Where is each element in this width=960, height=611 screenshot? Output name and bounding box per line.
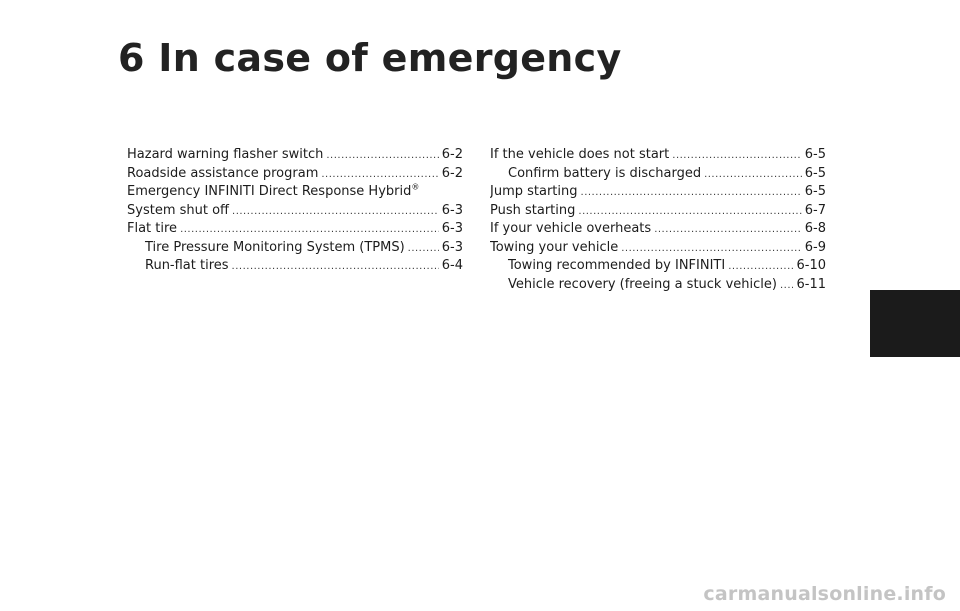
toc-entry-page: 6-5 [804,147,826,162]
toc-dot-leader [326,147,438,165]
chapter-title: 6 In case of emergency [118,36,622,80]
toc-entry-page: 6-8 [804,221,826,236]
toc-entry-page: 6-5 [804,165,826,181]
toc-entry-label: Roadside assistance program [127,165,319,181]
toc-dot-leader [180,221,439,239]
toc-entry-page: 6-11 [796,276,826,292]
toc-dot-leader [728,258,793,276]
toc-entry-emergency-shutoff[interactable] [127,183,463,220]
toc-entry-hazard-flasher[interactable] [127,146,463,165]
toc-entry-page: 6-2 [441,147,463,162]
toc-entry-label: If the vehicle does not start [490,147,670,162]
toc-entry-label: Tire Pressure Monitoring System (TPMS) [145,239,405,255]
toc-entry-label: Towing your vehicle [490,239,619,255]
site-watermark: carmanualsonline.info [703,583,946,605]
toc-entry-overheats[interactable] [490,220,826,239]
toc-dot-leader [672,147,802,165]
toc-dot-leader [408,240,439,258]
toc-dot-leader [232,258,439,276]
toc-entry-page: 6-3 [441,239,463,255]
toc-entry-towing-vehicle[interactable] [490,239,826,258]
toc-dot-leader [581,184,802,202]
toc-entry-label: Jump starting [490,184,578,199]
toc-entry-push-starting[interactable] [490,202,826,221]
toc-entry-vehicle-does-not-start[interactable] [490,146,826,165]
toc-entry-jump-starting[interactable] [490,183,826,202]
toc-dot-leader [704,166,802,184]
toc-entry-page: 6-2 [441,165,463,181]
toc-entry-page: 6-9 [804,239,826,255]
toc-entry-page: 6-7 [804,202,826,218]
toc-entry-label: Hazard warning flasher switch [127,147,324,162]
registered-mark: ® [411,183,420,192]
toc-entry-vehicle-recovery[interactable] [490,276,826,295]
toc-entry-label: Push starting [490,202,576,218]
toc-entry-page: 6-3 [441,202,463,218]
toc-entry-roadside-assistance[interactable] [127,165,463,184]
toc-dot-leader [780,277,794,295]
toc-right-column [490,146,826,294]
toc-dot-leader [654,221,802,239]
toc-entry-label: System shut off [127,202,230,218]
toc-entry-tpms[interactable] [127,239,463,258]
toc-dot-leader [621,240,802,258]
toc-entry-page: 6-5 [804,184,826,199]
toc-entry-label: Run-flat tires [145,258,229,273]
toc-entry-line2 [127,202,463,221]
toc-entry-label: Confirm battery is discharged [508,165,702,181]
chapter-thumb-tab [870,290,960,357]
toc-entry-label: Vehicle recovery (freeing a stuck vehicle) [508,276,777,292]
toc-dot-leader [232,203,439,221]
toc-entry-page: 6-10 [796,258,826,273]
toc-entry-page: 6-3 [441,221,463,236]
toc-entry-run-flat-tires[interactable] [127,257,463,276]
toc-entry-towing-recommended[interactable] [490,257,826,276]
toc-entry-flat-tire[interactable] [127,220,463,239]
toc-dot-leader [321,166,438,184]
toc-entry-label-line1: Emergency INFINITI Direct Response Hybrid® [127,183,420,199]
toc-entry-label: If your vehicle overheats [490,221,652,236]
toc-entry-confirm-battery[interactable] [490,165,826,184]
toc-entry-label: Flat tire [127,221,178,236]
toc-dot-leader [578,203,801,221]
toc-left-column [127,146,463,276]
toc-entry-page: 6-4 [441,258,463,273]
toc-entry-label: Towing recommended by INFINITI [508,258,726,273]
